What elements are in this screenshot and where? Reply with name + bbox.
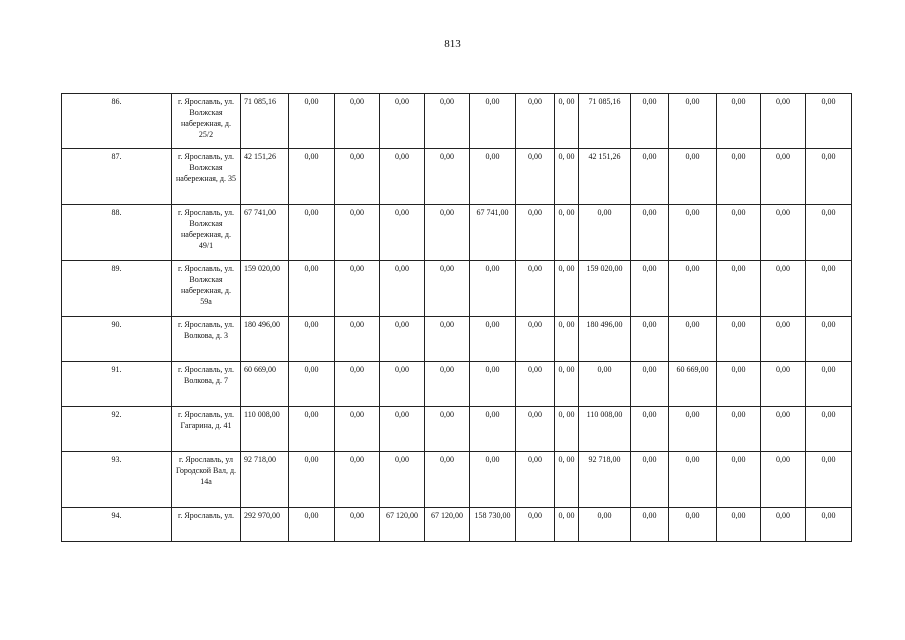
row-number: 89. (62, 261, 172, 317)
value-cell: 0,00 (806, 452, 852, 508)
value-cell: 60 669,00 (241, 362, 289, 407)
value-cell: 0,00 (425, 205, 470, 261)
value-cell: 0,00 (761, 317, 806, 362)
value-cell: 0,00 (761, 508, 806, 542)
row-number: 88. (62, 205, 172, 261)
value-cell: 0,00 (380, 94, 425, 149)
value-cell: 0, 00 (555, 407, 579, 452)
value-cell: 0,00 (761, 261, 806, 317)
value-cell: 42 151,26 (579, 149, 631, 205)
value-cell: 0,00 (289, 362, 335, 407)
value-cell: 0,00 (631, 205, 669, 261)
value-cell: 0,00 (669, 508, 717, 542)
value-cell: 159 020,00 (579, 261, 631, 317)
value-cell: 110 008,00 (579, 407, 631, 452)
value-cell: 0,00 (289, 205, 335, 261)
table-row (62, 452, 852, 508)
value-cell: 0,00 (516, 362, 555, 407)
value-cell: 71 085,16 (241, 94, 289, 149)
page-number: 813 (444, 38, 461, 50)
value-cell: 0,00 (669, 317, 717, 362)
address-cell: г. Ярославль, ул. Волкова, д. 3 (172, 317, 241, 362)
value-cell: 0,00 (806, 205, 852, 261)
table-row (62, 261, 852, 317)
value-cell: 0,00 (631, 407, 669, 452)
table-row (62, 508, 852, 542)
value-cell: 0,00 (335, 261, 380, 317)
value-cell: 0,00 (806, 508, 852, 542)
value-cell: 0,00 (470, 261, 516, 317)
value-cell: 0,00 (631, 94, 669, 149)
value-cell: 0,00 (470, 317, 516, 362)
value-cell: 60 669,00 (669, 362, 717, 407)
value-cell: 0,00 (425, 94, 470, 149)
value-cell: 0,00 (380, 407, 425, 452)
address-cell: г. Ярославль, ул. Волжская набережная, д. 25/2 (172, 94, 241, 149)
data-table (61, 93, 852, 542)
value-cell: 0,00 (289, 261, 335, 317)
value-cell: 0,00 (761, 362, 806, 407)
value-cell: 0,00 (289, 317, 335, 362)
value-cell: 67 741,00 (470, 205, 516, 261)
value-cell: 292 970,00 (241, 508, 289, 542)
value-cell: 0, 00 (555, 317, 579, 362)
row-number: 86. (62, 94, 172, 149)
value-cell: 0,00 (717, 205, 761, 261)
row-number: 91. (62, 362, 172, 407)
value-cell: 0,00 (761, 94, 806, 149)
value-cell: 0,00 (669, 94, 717, 149)
value-cell: 0,00 (717, 407, 761, 452)
value-cell: 0,00 (579, 362, 631, 407)
value-cell: 0,00 (717, 261, 761, 317)
table-row (62, 317, 852, 362)
value-cell: 0,00 (516, 317, 555, 362)
value-cell: 0, 00 (555, 362, 579, 407)
value-cell: 0,00 (470, 362, 516, 407)
value-cell: 0,00 (631, 508, 669, 542)
value-cell: 0,00 (806, 317, 852, 362)
value-cell: 0,00 (335, 149, 380, 205)
value-cell: 0,00 (289, 94, 335, 149)
value-cell: 0,00 (470, 452, 516, 508)
value-cell: 0,00 (516, 149, 555, 205)
value-cell: 0,00 (516, 205, 555, 261)
value-cell: 0,00 (380, 261, 425, 317)
value-cell: 110 008,00 (241, 407, 289, 452)
address-cell: г. Ярославль, ул. Волжская набережная, д. 49/1 (172, 205, 241, 261)
row-number: 93. (62, 452, 172, 508)
value-cell: 0,00 (717, 149, 761, 205)
value-cell: 0,00 (669, 452, 717, 508)
value-cell: 0,00 (335, 205, 380, 261)
value-cell: 0,00 (516, 261, 555, 317)
table-row (62, 407, 852, 452)
value-cell: 0,00 (717, 317, 761, 362)
value-cell: 180 496,00 (241, 317, 289, 362)
address-cell: г. Ярославль, ул. Гагарина, д. 41 (172, 407, 241, 452)
value-cell: 0,00 (289, 407, 335, 452)
row-number: 94. (62, 508, 172, 542)
value-cell: 67 741,00 (241, 205, 289, 261)
value-cell: 180 496,00 (579, 317, 631, 362)
value-cell: 0,00 (717, 508, 761, 542)
value-cell: 0,00 (335, 508, 380, 542)
value-cell: 0,00 (761, 407, 806, 452)
value-cell: 0,00 (425, 261, 470, 317)
value-cell: 0,00 (335, 317, 380, 362)
value-cell: 0,00 (380, 205, 425, 261)
value-cell: 0,00 (669, 149, 717, 205)
value-cell: 0,00 (717, 452, 761, 508)
value-cell: 0,00 (425, 362, 470, 407)
value-cell: 0,00 (669, 407, 717, 452)
value-cell: 0,00 (335, 94, 380, 149)
address-cell: г. Ярославль, ул. Волкова, д. 7 (172, 362, 241, 407)
value-cell: 92 718,00 (579, 452, 631, 508)
value-cell: 67 120,00 (425, 508, 470, 542)
value-cell: 0,00 (631, 317, 669, 362)
row-number: 92. (62, 407, 172, 452)
value-cell: 0,00 (806, 362, 852, 407)
value-cell: 92 718,00 (241, 452, 289, 508)
value-cell: 0, 00 (555, 205, 579, 261)
value-cell: 0,00 (761, 149, 806, 205)
value-cell: 0,00 (425, 149, 470, 205)
value-cell: 0, 00 (555, 261, 579, 317)
value-cell: 0,00 (470, 149, 516, 205)
address-cell: г. Ярославль, ул. Волжская набережная, д. 59а (172, 261, 241, 317)
value-cell: 0,00 (761, 452, 806, 508)
value-cell: 0,00 (631, 362, 669, 407)
value-cell: 0,00 (289, 508, 335, 542)
table-row (62, 149, 852, 205)
table-row (62, 94, 852, 149)
value-cell: 0, 00 (555, 452, 579, 508)
value-cell: 0,00 (717, 362, 761, 407)
value-cell: 0, 00 (555, 508, 579, 542)
value-cell: 0, 00 (555, 94, 579, 149)
address-cell: г. Ярославль, ул Городской Вал, д. 14а (172, 452, 241, 508)
row-number: 87. (62, 149, 172, 205)
value-cell: 0,00 (516, 452, 555, 508)
value-cell: 0,00 (669, 205, 717, 261)
value-cell: 0,00 (631, 149, 669, 205)
address-cell: г. Ярославль, ул. (172, 508, 241, 542)
value-cell: 42 151,26 (241, 149, 289, 205)
value-cell: 0,00 (579, 508, 631, 542)
table-row (62, 362, 852, 407)
value-cell: 0,00 (289, 452, 335, 508)
value-cell: 0,00 (425, 317, 470, 362)
value-cell: 0,00 (806, 94, 852, 149)
value-cell: 0,00 (516, 94, 555, 149)
value-cell: 0,00 (380, 149, 425, 205)
value-cell: 0,00 (470, 94, 516, 149)
value-cell: 0,00 (380, 452, 425, 508)
value-cell: 0,00 (761, 205, 806, 261)
value-cell: 0,00 (806, 149, 852, 205)
value-cell: 0,00 (470, 407, 516, 452)
value-cell: 0,00 (669, 261, 717, 317)
value-cell: 0,00 (516, 508, 555, 542)
value-cell: 0,00 (806, 407, 852, 452)
value-cell: 0,00 (425, 407, 470, 452)
address-cell: г. Ярославль, ул. Волжская набережная, д. 35 (172, 149, 241, 205)
value-cell: 0,00 (631, 452, 669, 508)
value-cell: 0,00 (380, 317, 425, 362)
value-cell: 0,00 (425, 452, 470, 508)
value-cell: 0,00 (717, 94, 761, 149)
value-cell: 0,00 (289, 149, 335, 205)
row-number: 90. (62, 317, 172, 362)
value-cell: 158 730,00 (470, 508, 516, 542)
value-cell: 67 120,00 (380, 508, 425, 542)
value-cell: 0,00 (335, 362, 380, 407)
value-cell: 0,00 (380, 362, 425, 407)
table-row (62, 205, 852, 261)
value-cell: 159 020,00 (241, 261, 289, 317)
value-cell: 0,00 (631, 261, 669, 317)
value-cell: 71 085,16 (579, 94, 631, 149)
value-cell: 0,00 (335, 452, 380, 508)
value-cell: 0,00 (516, 407, 555, 452)
value-cell: 0,00 (579, 205, 631, 261)
value-cell: 0,00 (335, 407, 380, 452)
value-cell: 0,00 (806, 261, 852, 317)
value-cell: 0, 00 (555, 149, 579, 205)
